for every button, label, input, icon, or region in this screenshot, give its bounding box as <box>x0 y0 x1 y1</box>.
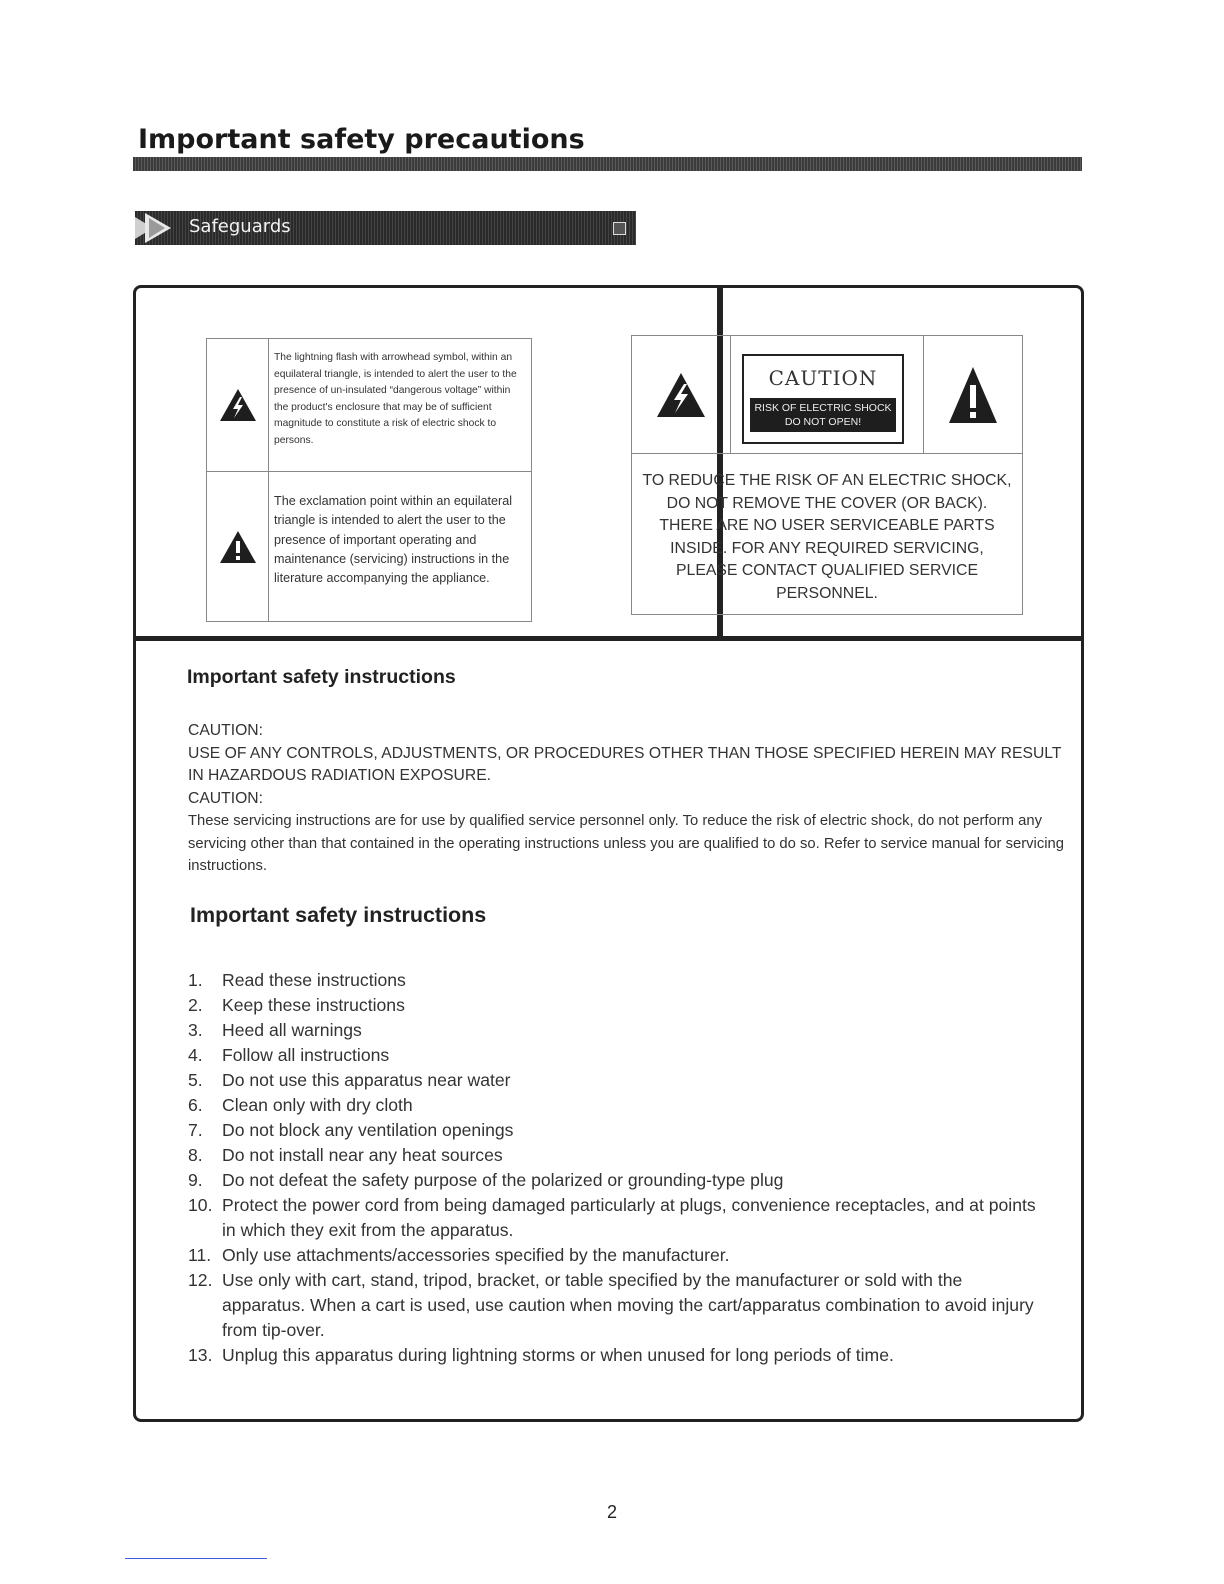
caution-text: These servicing instructions are for use by qualified service personnel only. To reduce the risk of electric shock, do not perform any servicing other than that contained in the operating instructions unless you are qualified to do so. Refer to service manual for servicing instructions. <box>188 813 1064 874</box>
caution-label: CAUTION: <box>188 722 263 739</box>
caution-word: CAUTION <box>768 366 878 390</box>
strip-line: RISK OF ELECTRIC SHOCK <box>754 402 892 414</box>
list-item <box>188 1043 1048 1068</box>
lightning-warning-icon <box>656 372 706 418</box>
list-item <box>188 1093 1048 1118</box>
item-text: Keep these instructions <box>222 995 405 1015</box>
safety-frame <box>133 285 1084 1422</box>
item-number: 8. <box>188 1145 203 1165</box>
shock-warning-text: TO REDUCE THE RISK OF AN ELECTRIC SHOCK, DO NOT REMOVE THE COVER (OR BACK). THERE ARE NO USER SERVICEABLE PARTS INSIDE. FOR ANY REQUIRED SERVICING, PLEASE CONTACT QUALIFIED SERVICE PERSONNEL. <box>642 472 1012 602</box>
list-item <box>188 1143 1048 1168</box>
item-number: 13. <box>188 1345 213 1365</box>
list-item <box>188 1268 1048 1343</box>
title-rule <box>133 157 1082 171</box>
list-item <box>188 1343 1048 1368</box>
table-row <box>207 472 531 621</box>
item-number: 10. <box>188 1195 213 1215</box>
table-row <box>207 339 531 472</box>
caution-label-row <box>632 336 1022 454</box>
caution-block <box>188 720 1068 878</box>
exclamation-cell <box>207 472 269 621</box>
item-text: Unplug this apparatus during lightning storms or when unused for long periods of time. <box>222 1345 894 1365</box>
page-number: 2 <box>606 1502 617 1522</box>
strip-line: DO NOT OPEN! <box>784 416 862 428</box>
chevron-right-icon <box>135 211 177 245</box>
page-title: Important safety precautions <box>138 124 585 155</box>
item-number: 9. <box>188 1170 203 1190</box>
horizontal-divider <box>136 636 1081 641</box>
exclamation-description: The exclamation point within an equilateral triangle is intended to alert the user to the presence of important operating and maintenance (servicing) instructions in the literature accompanying the appliance. <box>274 494 513 586</box>
list-item <box>188 968 1048 993</box>
footer-rule <box>125 1558 267 1559</box>
exclamation-warning-icon <box>948 366 998 424</box>
item-text: Do not block any ventilation openings <box>222 1120 514 1140</box>
item-number: 12. <box>188 1270 213 1290</box>
lightning-description: The lightning flash with arrowhead symbol, within an equilateral triangle, is intended to alert the user to the presence of un-insulated “dangerous voltage” within the product's enclosure that may be of sufficient magnitude to constitute a risk of electric shock to persons. <box>274 352 517 446</box>
section-title: Safeguards <box>189 216 291 237</box>
lightning-warning-icon <box>219 388 257 422</box>
item-text: Use only with cart, stand, tripod, bracket, or table specified by the manufacturer or sold with the apparatus. When a cart is used, use caution when moving the cart/apparatus combination to avoid injury from tip-over. <box>222 1270 1034 1340</box>
symbol-explanation-table <box>206 338 532 622</box>
list-item <box>188 1068 1048 1093</box>
exclamation-warning-icon <box>219 530 257 564</box>
item-text: Clean only with dry cloth <box>222 1095 413 1115</box>
item-number: 7. <box>188 1120 203 1140</box>
caution-label <box>742 354 904 444</box>
item-number: 4. <box>188 1045 203 1065</box>
list-item <box>188 1018 1048 1043</box>
caution-label: CAUTION: <box>188 789 263 807</box>
square-icon <box>613 222 626 235</box>
exclamation-cell <box>923 336 1022 453</box>
item-text: Follow all instructions <box>222 1045 390 1065</box>
list-item <box>188 1193 1048 1243</box>
item-text: Do not defeat the safety purpose of the polarized or grounding-type plug <box>222 1170 784 1190</box>
item-text: Do not install near any heat sources <box>222 1145 503 1165</box>
list-item <box>188 1118 1048 1143</box>
item-text: Protect the power cord from being damaged particularly at plugs, convenience receptacles, and at points in which they exit from the apparatus. <box>222 1195 1036 1240</box>
section-heading: Important safety instructions <box>187 666 456 688</box>
item-number: 3. <box>188 1020 203 1040</box>
item-text: Do not use this apparatus near water <box>222 1070 511 1090</box>
caution-text: USE OF ANY CONTROLS, ADJUSTMENTS, OR PROCEDURES OTHER THAN THOSE SPECIFIED HEREIN MAY RESULT IN HAZARDOUS RADIATION EXPOSURE. <box>188 744 1062 784</box>
item-text: Heed all warnings <box>222 1020 362 1040</box>
section-banner <box>135 211 636 245</box>
lightning-cell <box>207 339 269 471</box>
list-item <box>188 1243 1048 1268</box>
lightning-cell <box>632 336 731 453</box>
item-number: 11. <box>188 1245 212 1265</box>
list-item <box>188 993 1048 1018</box>
shock-warning-strip <box>750 398 896 432</box>
item-text: Read these instructions <box>222 970 406 990</box>
list-item <box>188 1168 1048 1193</box>
item-number: 2. <box>188 995 203 1015</box>
caution-label-table <box>631 335 1023 615</box>
item-number: 1. <box>188 970 203 990</box>
item-text: Only use attachments/accessories specified by the manufacturer. <box>222 1245 730 1265</box>
section-heading: Important safety instructions <box>190 903 487 927</box>
item-number: 5. <box>188 1070 203 1090</box>
item-number: 6. <box>188 1095 203 1115</box>
instruction-list <box>188 968 1048 1368</box>
